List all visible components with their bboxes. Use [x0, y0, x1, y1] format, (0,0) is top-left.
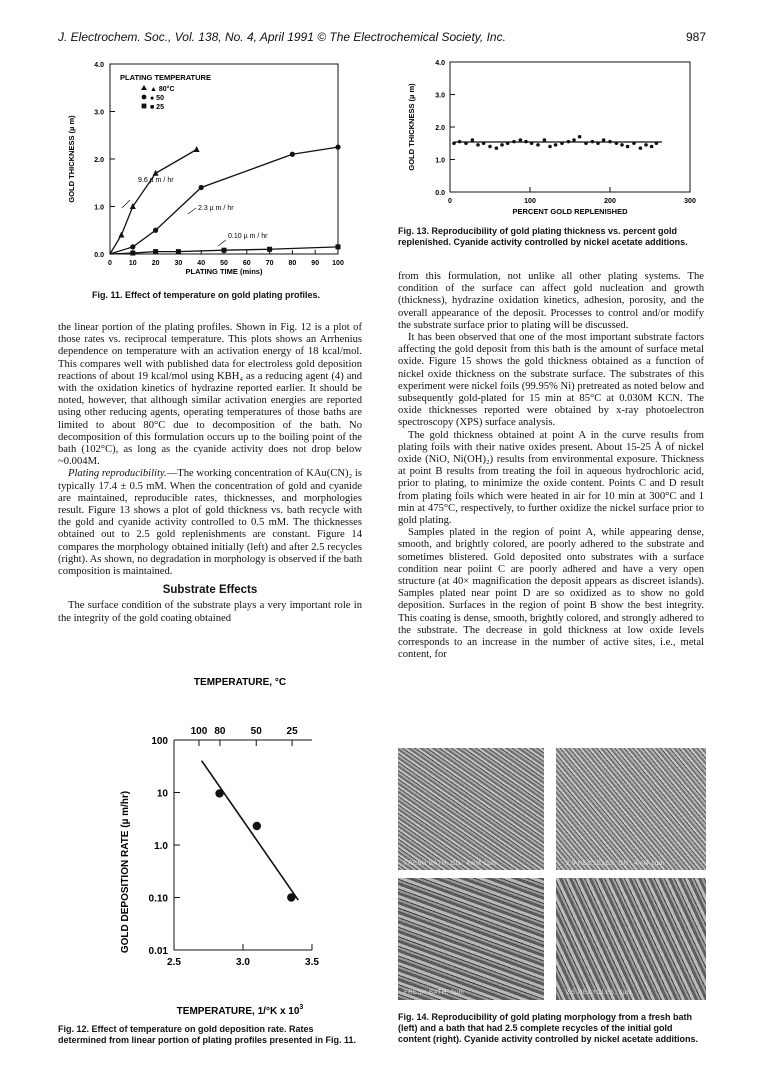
fig11-ylabel: GOLD THICKNESS (µ m) [67, 115, 76, 203]
fig13-point-17 [554, 143, 558, 147]
left-paragraph-2: Plating reproducibility.—The working concentration of KAu(CN)₂ is typically 17.4 ± 0.5 mM. When the concentration of gold and cyanide are maintained, reproducible rates, thicknesses, and morphologies result. Figure 13 shows a plot of gold thickness vs. bath recycle with the gold and cyanide activity controlled to 0.5 mM. The thicknesses obtained out to 2.5 gold replenishments are constant. Figure 14 compares the morphology obtained initially (left) and after 2.5 recycles (right). As shown, no degradation in morphology is observed if the bath composition is maintained. [58, 468, 362, 578]
fig13-point-4 [476, 143, 480, 147]
page-number: 987 [685, 30, 706, 44]
fig11-point-1-1 [130, 244, 135, 249]
photo-label-3: FRESH BATH, 3µm [404, 990, 465, 996]
fig13-point-21 [578, 135, 582, 139]
figure-14 [398, 748, 706, 1000]
fig11-legend-80: ▲ 80°C [150, 86, 175, 93]
fig11-xtick-1: 10 [128, 260, 137, 267]
fig13-point-3 [471, 138, 475, 142]
fig12-point-1 [253, 822, 261, 830]
left-paragraph-1: the linear portion of the plating profiles. Shown in Fig. 12 is a plot of those rates vs. reciprocal temperature. This plots shows an Arrhenius dependence on temperature with an activation energy of 18 kcal/mol. This compares well with published data for electroless gold deposition reactions of about 19 kcal/mol using KBH₄ as a reducing agent (4) and with the oxidation kinetics of hydrazine reported earlier. It should be noted, however, that although similar activation energies are reported using other reducing agents, operating temperatures of those baths are limited to about 80°C due to decomposition of the bath. No decomposition of this formulation occurs up to the boiling point of the bath (102°C), as long as the cyanide activity does not drop below ~0.004M. [58, 322, 362, 468]
fig12-xtick-1: 3.0 [236, 957, 250, 968]
photo-recycles-top [556, 748, 706, 870]
fig13-point-28 [620, 143, 624, 147]
section-heading: Substrate Effects [162, 584, 258, 597]
fig11-ytick-3: 3.0 [94, 109, 104, 117]
fig13-point-5 [482, 141, 486, 145]
right-text-column [398, 271, 704, 662]
fig13-point-20 [572, 138, 576, 142]
fig11-point-1-4 [290, 152, 295, 157]
fig12-point-0 [215, 789, 223, 797]
right-paragraph-4: Samples plated in the region of point A, while appearing dense, smooth, and brightly colored, are poorly adhered to the substrate and sometimes blistered. Gold deposited onto substrates with a surface condition near poiint C are poorly adhered and have a very open structure (at 40× magnification the deposit appears as discreet islands). Samples plated near point D are so oxidized as to show no gold deposition. Surfaces in the region of point B show the best integrity. This coating is dense, smooth, brightly colored, and strongly adhered to the substrate. The decrease in gold thickness at low oxide levels corresponds to an increase in the number of active sites, i.e., metal content, for [398, 527, 704, 661]
fig13-point-12 [524, 140, 528, 144]
fig12-xlabel: TEMPERATURE, 1/°K x $10^3$ [176, 1004, 304, 1017]
fig13-point-10 [512, 140, 516, 144]
fig13-point-1 [458, 140, 462, 144]
fig13-point-24 [596, 141, 600, 145]
fig13-point-0 [452, 141, 456, 145]
fig13-point-6 [488, 145, 492, 149]
fig11-ytick-2: 2.0 [94, 157, 104, 164]
photo-recycles-bottom [556, 878, 706, 1000]
right-paragraph-3: The gold thickness obtained at point A in the curve results from plating foils with their native oxides present. About 15-25 Å of nickel oxide (NiO, Ni(OH)₂) results from environmental exposure. Thickness at point B results from treating the foil in aqueous hydrochloric acid, prior to plating, to minimize the oxide content. Points C and D result from plating foils which were heated in air for 10 min at 300°C and 1 min at 475°C, respectively, to further oxidize the nickel surface prior to gold plating. [398, 429, 704, 527]
fig13-frame [450, 62, 690, 192]
fig11-xtick-7: 70 [265, 260, 274, 267]
fig11-legend-title: PLATING TEMPERATURE [120, 73, 211, 82]
fig13-point-31 [639, 146, 643, 150]
fig11-ytick-4: 4.0 [94, 62, 104, 69]
fig12-caption: Fig. 12. Effect of temperature on gold deposition rate. Rates determined from linear portion of plating profiles presented in Fig. 11. [58, 1024, 357, 1045]
fig13-xtick-3: 300 [684, 198, 696, 205]
fig13-point-16 [548, 145, 552, 149]
photo-label-4: 2.5 RECYCLES, 3µm [566, 990, 632, 996]
fig13-point-25 [602, 138, 606, 142]
fig11-legend-marker-0 [141, 85, 147, 90]
fig12-ytick-4: 0.01 [148, 946, 168, 957]
fig11-point-1-3 [199, 185, 204, 190]
fig13-point-34 [655, 141, 659, 145]
fig13-point-18 [560, 141, 564, 145]
fig11-xtick-10: 100 [332, 260, 344, 267]
fig13-point-32 [644, 143, 648, 147]
fig11-legend-50: ● 50 [150, 95, 164, 102]
plating-reproducibility-heading: Plating reproducibility. [68, 468, 167, 480]
fig13-ytick-0: 0.0 [435, 190, 445, 197]
fig13-point-29 [626, 145, 630, 149]
fig11-annotation-50: 2.3 µ m / hr [198, 205, 234, 212]
fig13-xtick-1: 100 [524, 198, 536, 205]
fig13-caption: Fig. 13. Reproducibility of gold plating thickness vs. percent gold replenished. Cyanide activity controlled by nickel acetate additions. [398, 226, 688, 247]
fig13-point-7 [495, 146, 499, 150]
fig11-point-1-5 [335, 145, 340, 150]
fig14-caption: Fig. 14. Reproducibility of gold plating morphology from a fresh bath (left) and a bath that had 2.5 complete recycles of the initial gold content (right). Cyanide activity controlled by nickel acetate additions. [398, 1012, 699, 1044]
fig11-xlabel: PLATING TIME (mins) [185, 267, 263, 276]
fig11-xtick-0: 0 [108, 260, 112, 267]
right-paragraph-2: It has been observed that one of the most important substrate factors affecting the gold deposit from this bath is the amount of surface metal oxide. Figure 15 shows the gold thickness obtained as a function of nickel oxide thickness on the substrate surface. The substrates of this experiment were nickel foils (99.95% Ni) pretreated as noted below and subsequently gold-plated for 15 min at 85°C at 0.030M KCN. The oxide thicknesses reported were obtained by x-ray photoelectron spectroscopy (XPS) surface analysis. [398, 332, 704, 429]
fig11-frame [110, 64, 338, 254]
fig13-xtick-0: 0 [448, 198, 452, 205]
fig12-ylabel: GOLD DEPOSITION RATE (µ m/hr) [120, 790, 131, 954]
fig13-chart [400, 56, 700, 216]
fig11-point-2-5 [267, 247, 272, 252]
fig11-caption: Fig. 11. Effect of temperature on gold plating profiles. [92, 290, 321, 300]
fig11-point-0-1 [118, 232, 124, 238]
photo-fresh-bath-bottom [398, 878, 544, 1000]
fig13-point-2 [464, 141, 468, 145]
fig13-point-22 [584, 141, 588, 145]
figure-13 [400, 56, 700, 216]
fig11-annotation-80: 9.6 µ m / hr [138, 177, 174, 184]
fig13-ytick-3: 3.0 [435, 92, 445, 100]
fig11-point-2-1 [130, 251, 135, 256]
fig13-point-9 [506, 141, 510, 145]
fig13-point-19 [567, 140, 571, 144]
fig12-top-tick-3: 25 [286, 726, 298, 737]
fig11-ytick-0: 0.0 [94, 252, 104, 259]
fig11-ytick-1: 1.0 [94, 204, 104, 212]
fig12-top-tick-2: 50 [250, 726, 262, 737]
fig12-ytick-3: 0.10 [148, 893, 168, 905]
fig11-xtick-3: 30 [174, 260, 183, 267]
right-paragraph-1: from this formulation, not unlike all other plating systems. The condition of the surface can affect gold nucleation and growth (thickness), hydrazine oxidation kinetics, adhesion, porosity, and the overall appearance of the deposit. Processes to control and/or modify the substrate surface prior to plating will be discussed. [398, 271, 704, 331]
fig11-xtick-4: 40 [197, 260, 206, 267]
fig12-point-2 [287, 893, 295, 901]
left-paragraph-3: The surface condition of the substrate plays a very important role in the integrity of the gold coating obtained [58, 600, 362, 624]
fig11-xtick-9: 90 [311, 260, 320, 267]
running-header: J. Electrochem. Soc., Vol. 138, No. 4, April 1991 © The Electrochemical Society, Inc. [58, 30, 506, 44]
fig13-point-8 [500, 143, 504, 147]
fig13-ylabel: GOLD THICKNESS (µ m) [407, 83, 416, 171]
fig13-xtick-2: 200 [604, 198, 616, 205]
fig13-ytick-2: 2.0 [435, 125, 445, 132]
fig13-point-23 [591, 140, 595, 144]
fig11-point-2-4 [222, 248, 227, 253]
fig11-legend-marker-2 [142, 104, 147, 109]
fig12-xtick-2: 3.5 [305, 957, 319, 968]
fig13-ytick-1: 1.0 [435, 157, 445, 165]
fig13-point-27 [615, 141, 619, 145]
fig11-point-2-3 [176, 249, 181, 254]
fig12-ytick-2: 1.0 [154, 841, 168, 852]
fig13-point-11 [519, 138, 523, 142]
left-text-column [58, 322, 362, 625]
fig13-point-26 [608, 140, 612, 144]
fig11-point-0-4 [194, 146, 200, 152]
fig12-chart [100, 672, 360, 1022]
fig11-series-line-0 [110, 150, 197, 255]
figure-11 [58, 58, 358, 288]
fig11-xtick-2: 20 [151, 260, 160, 267]
fig11-xtick-6: 60 [242, 260, 251, 267]
fig12-ytick-1: 10 [156, 788, 168, 800]
fig12-top-tick-1: 80 [214, 726, 226, 737]
fig11-xtick-8: 80 [288, 260, 297, 267]
fig12-top-label: TEMPERATURE, °C [193, 677, 287, 688]
figure-12 [100, 672, 360, 1022]
fig13-point-15 [543, 138, 547, 142]
fig11-legend-25: ■ 25 [150, 104, 164, 111]
fig12-top-tick-0: 100 [190, 726, 208, 737]
fig13-ytick-4: 4.0 [435, 60, 445, 67]
photo-fresh-bath-top [398, 748, 544, 870]
fig13-point-13 [530, 141, 534, 145]
fig13-point-30 [632, 141, 636, 145]
fig11-point-1-2 [153, 228, 158, 233]
fig13-xlabel: PERCENT GOLD REPLENISHED [512, 207, 628, 216]
photo-label-1: FRESH BATH, CN⁻ 4mM 1µm [404, 861, 497, 867]
fig13-point-33 [650, 145, 654, 149]
photo-label-2: 2.5 RECYCLES, CN⁻ 4mM 1µm [566, 861, 665, 867]
fig11-annotation-25: 0.10 µ m / hr [228, 233, 268, 240]
fig11-point-2-6 [336, 244, 341, 249]
fig12-fit-line [202, 761, 299, 900]
fig11-point-2-2 [153, 249, 158, 254]
fig12-xtick-0: 2.5 [167, 957, 181, 968]
fig13-point-14 [536, 143, 540, 147]
fig11-xtick-5: 50 [220, 260, 228, 267]
fig11-series-line-1 [110, 147, 338, 254]
fig12-ytick-0: 100 [151, 736, 168, 747]
fig11-chart [58, 58, 358, 288]
fig11-legend-marker-1 [142, 95, 147, 100]
